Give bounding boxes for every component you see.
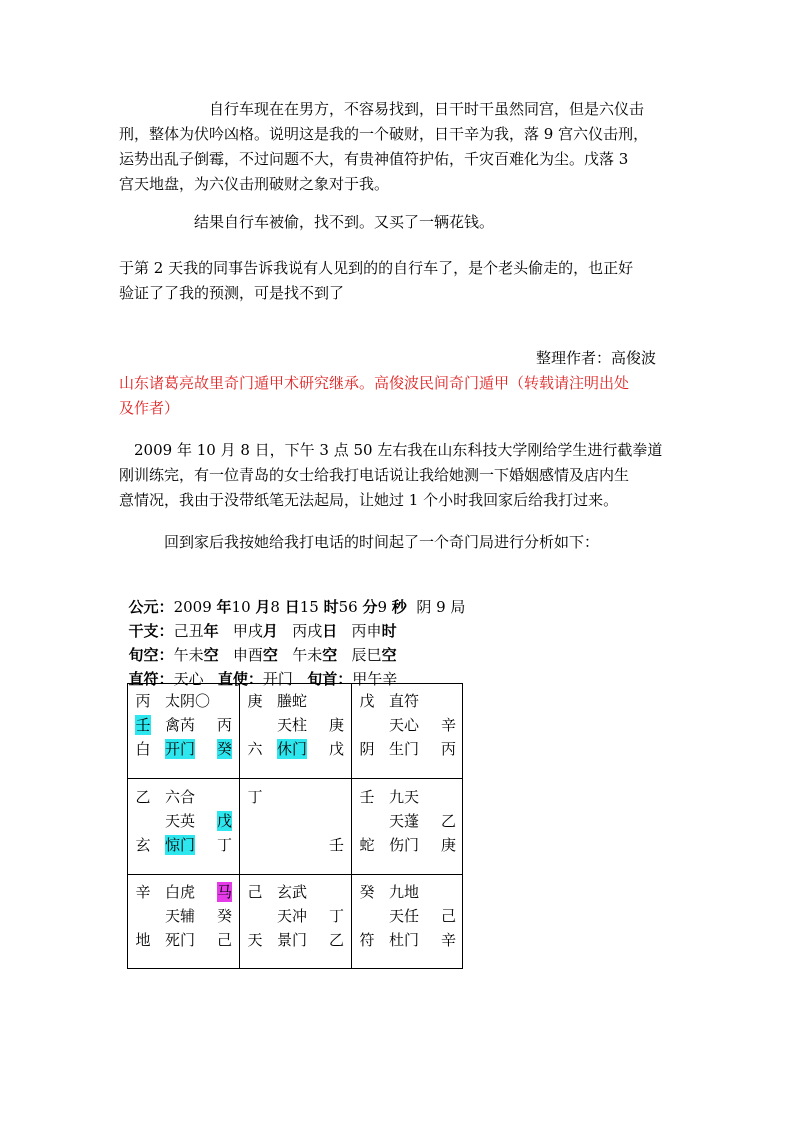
unit: 分 (362, 598, 378, 616)
palace-2-r2-item: 庚 (329, 716, 345, 734)
text-line: 刚训练完，有一位青岛的女士给我打电话说让我给她测一下婚姻感情及店内生 (119, 466, 630, 484)
palace-1-r1-item: 丙 (135, 692, 151, 710)
value: 8 (270, 598, 285, 616)
value: 午未 (277, 646, 323, 664)
palace-8-r1-item: 玄武 (277, 883, 308, 901)
palace-6-r2-item: 乙 (441, 812, 457, 830)
value: 10 (231, 598, 256, 616)
xunshou-label: 旬首： (307, 670, 353, 688)
palace-3-r1-item: 戊 (359, 692, 375, 710)
palace-7-r3-item: 己 (217, 931, 233, 949)
unit: 月 (255, 598, 271, 616)
paragraph-4 (119, 438, 679, 513)
text-line: 结果自行车被偷，找不到。又买了一辆花钱。 (119, 213, 495, 231)
text-line: 及作者） (119, 399, 180, 417)
unit: 年 (216, 598, 232, 616)
palace-5-r3-item: 壬 (329, 836, 345, 854)
palace-4-r1-item: 乙 (135, 788, 151, 806)
value: 2009 (173, 598, 217, 616)
unit: 日 (322, 622, 338, 640)
unit: 月 (262, 622, 278, 640)
unit: 时 (323, 598, 339, 616)
palace-9-r1-item: 癸 (359, 883, 375, 901)
ganzhi-label: 干支： (128, 622, 174, 640)
palace-8-r3-item: 景门 (277, 931, 308, 949)
unit: 时 (381, 622, 397, 640)
palace-6-r3-item: 蛇 (359, 836, 375, 854)
value: 9 (377, 598, 392, 616)
text-line: 自行车现在在男方，不容易找到，日干时干虽然同宫，但是六仪击 (119, 100, 645, 118)
value: 56 (338, 598, 363, 616)
palace-7-r1-item: 白虎 (165, 883, 196, 901)
palace-3-r1-item: 直符 (389, 692, 420, 710)
value: 申酉 (218, 646, 263, 664)
palace-7-r2-item: 天辅 (165, 907, 196, 925)
palace-9-r3-item: 辛 (441, 931, 457, 949)
unit: 秒 (391, 598, 407, 616)
palace-7-r1-item: 马 (217, 883, 233, 901)
value: 甲戌 (218, 622, 263, 640)
palace-1-r3-item: 癸 (217, 740, 233, 758)
unit: 空 (322, 646, 338, 664)
palace-1-r2-item: 丙 (217, 716, 233, 734)
text-line: 宫天地盘，为六仪击刑破财之象对于我。 (119, 175, 390, 193)
palace-8-r1-item: 己 (247, 883, 263, 901)
zhifu-value: 天心 (173, 670, 218, 688)
text-line: 于第 2 天我的同事告诉我说有人见到的的自行车了，是个老头偷走的，也正好 (119, 259, 634, 277)
palace-6-r1-item: 壬 (359, 788, 375, 806)
value: 阴 9 局 (406, 598, 466, 616)
palace-9-r3-item: 杜门 (389, 931, 420, 949)
palace-6-r3-item: 庚 (441, 836, 457, 854)
palace-7-r3-item: 死门 (165, 931, 196, 949)
unit: 空 (203, 646, 219, 664)
paragraph-2 (119, 210, 679, 235)
grid-line (239, 683, 240, 969)
grid-line (127, 968, 463, 969)
text-line: 刑，整体为伏吟凶格。说明这是我的一个破财，日干辛为我，落 9 宫六仪击刑， (119, 125, 649, 143)
palace-3-r3-item: 阴 (359, 740, 375, 758)
palace-8-r3-item: 天 (247, 931, 263, 949)
palace-4-r3-item: 丁 (217, 836, 233, 854)
grid-line (127, 683, 128, 969)
text-line: 2009 年 10 月 8 日，下午 3 点 50 左右我在山东科技大学刚给学生进行截拳道 (119, 441, 663, 459)
paragraph-3 (119, 256, 679, 306)
palace-8-r2-item: 丁 (329, 907, 345, 925)
palace-7-r3-item: 地 (135, 931, 151, 949)
text-line: 回到家后我按她给我打电话的时间起了一个奇门局进行分析如下： (119, 533, 600, 551)
author-signature: 整理作者：高俊波 (536, 349, 657, 367)
palace-2-r3-item: 戊 (329, 740, 345, 758)
grid-line (127, 874, 463, 875)
unit: 空 (381, 646, 397, 664)
unit: 空 (262, 646, 278, 664)
value: 己丑 (173, 622, 204, 640)
palace-6-r1-item: 九天 (389, 788, 420, 806)
value: 辰巳 (337, 646, 382, 664)
palace-3-r2-item: 辛 (441, 716, 457, 734)
palace-4-r1-item: 六合 (165, 788, 196, 806)
grid-line (127, 683, 463, 684)
qimen-palace-grid (127, 683, 463, 970)
palace-2-r1-item: 庚 (247, 692, 263, 710)
palace-5-r1-item: 丁 (247, 788, 263, 806)
grid-line (127, 778, 463, 779)
value: 15 (299, 598, 324, 616)
paragraph-5 (119, 530, 679, 555)
palace-2-r2-item: 天柱 (277, 716, 308, 734)
palace-1-r2-item: 壬 (135, 716, 151, 734)
palace-2-r3-item: 休门 (277, 740, 308, 758)
palace-4-r2-item: 天英 (165, 812, 196, 830)
paragraph-1 (119, 97, 679, 197)
value: 丙戌 (277, 622, 323, 640)
palace-9-r2-item: 己 (441, 907, 457, 925)
palace-1-r3-item: 开门 (165, 740, 196, 758)
xunkong-label: 旬空： (128, 646, 174, 664)
palace-6-r3-item: 伤门 (389, 836, 420, 854)
palace-1-r2-item: 禽芮 (165, 716, 196, 734)
palace-8-r3-item: 乙 (329, 931, 345, 949)
palace-4-r3-item: 惊门 (165, 836, 196, 854)
palace-2-r3-item: 六 (247, 740, 263, 758)
palace-1-r3-item: 白 (135, 740, 151, 758)
grid-line (462, 683, 463, 969)
zhishi-label: 直使： (217, 670, 263, 688)
palace-6-r2-item: 天蓬 (389, 812, 420, 830)
palace-9-r2-item: 天任 (389, 907, 420, 925)
text-line: 意情况，我由于没带纸笔无法起局，让她过 1 个小时我回家后给我打过来。 (119, 491, 619, 509)
grid-line (351, 683, 352, 969)
value: 午未 (173, 646, 204, 664)
palace-4-r2-item: 戊 (217, 812, 233, 830)
gongyuan-label: 公元： (128, 598, 174, 616)
palace-8-r2-item: 天冲 (277, 907, 308, 925)
palace-1-r1-item: 太阴〇 (165, 692, 211, 710)
palace-3-r2-item: 天心 (389, 716, 420, 734)
palace-9-r3-item: 符 (359, 931, 375, 949)
text-line: 验证了了我的预测，可是找不到了 (119, 284, 345, 302)
value: 丙申 (337, 622, 382, 640)
palace-7-r2-item: 癸 (217, 907, 233, 925)
text-line: 山东诸葛亮故里奇门遁甲术研究继承。高俊波民间奇门遁甲（转载请注明出处 (119, 374, 630, 392)
palace-2-r1-item: 螣蛇 (277, 692, 308, 710)
unit: 年 (203, 622, 219, 640)
palace-9-r1-item: 九地 (389, 883, 420, 901)
text-line: 运势出乱子倒霉，不过问题不大，有贵神值符护佑，千灾百难化为尘。戊落 3 (119, 150, 629, 168)
zhifu-label: 直符： (128, 670, 174, 688)
red-notice (119, 371, 679, 421)
palace-3-r3-item: 生门 (389, 740, 420, 758)
palace-4-r3-item: 玄 (135, 836, 151, 854)
zhishi-value: 开门 (262, 670, 308, 688)
palace-3-r3-item: 丙 (441, 740, 457, 758)
xunshou-value: 甲午辛 (352, 670, 398, 688)
unit: 日 (284, 598, 300, 616)
palace-7-r1-item: 辛 (135, 883, 151, 901)
